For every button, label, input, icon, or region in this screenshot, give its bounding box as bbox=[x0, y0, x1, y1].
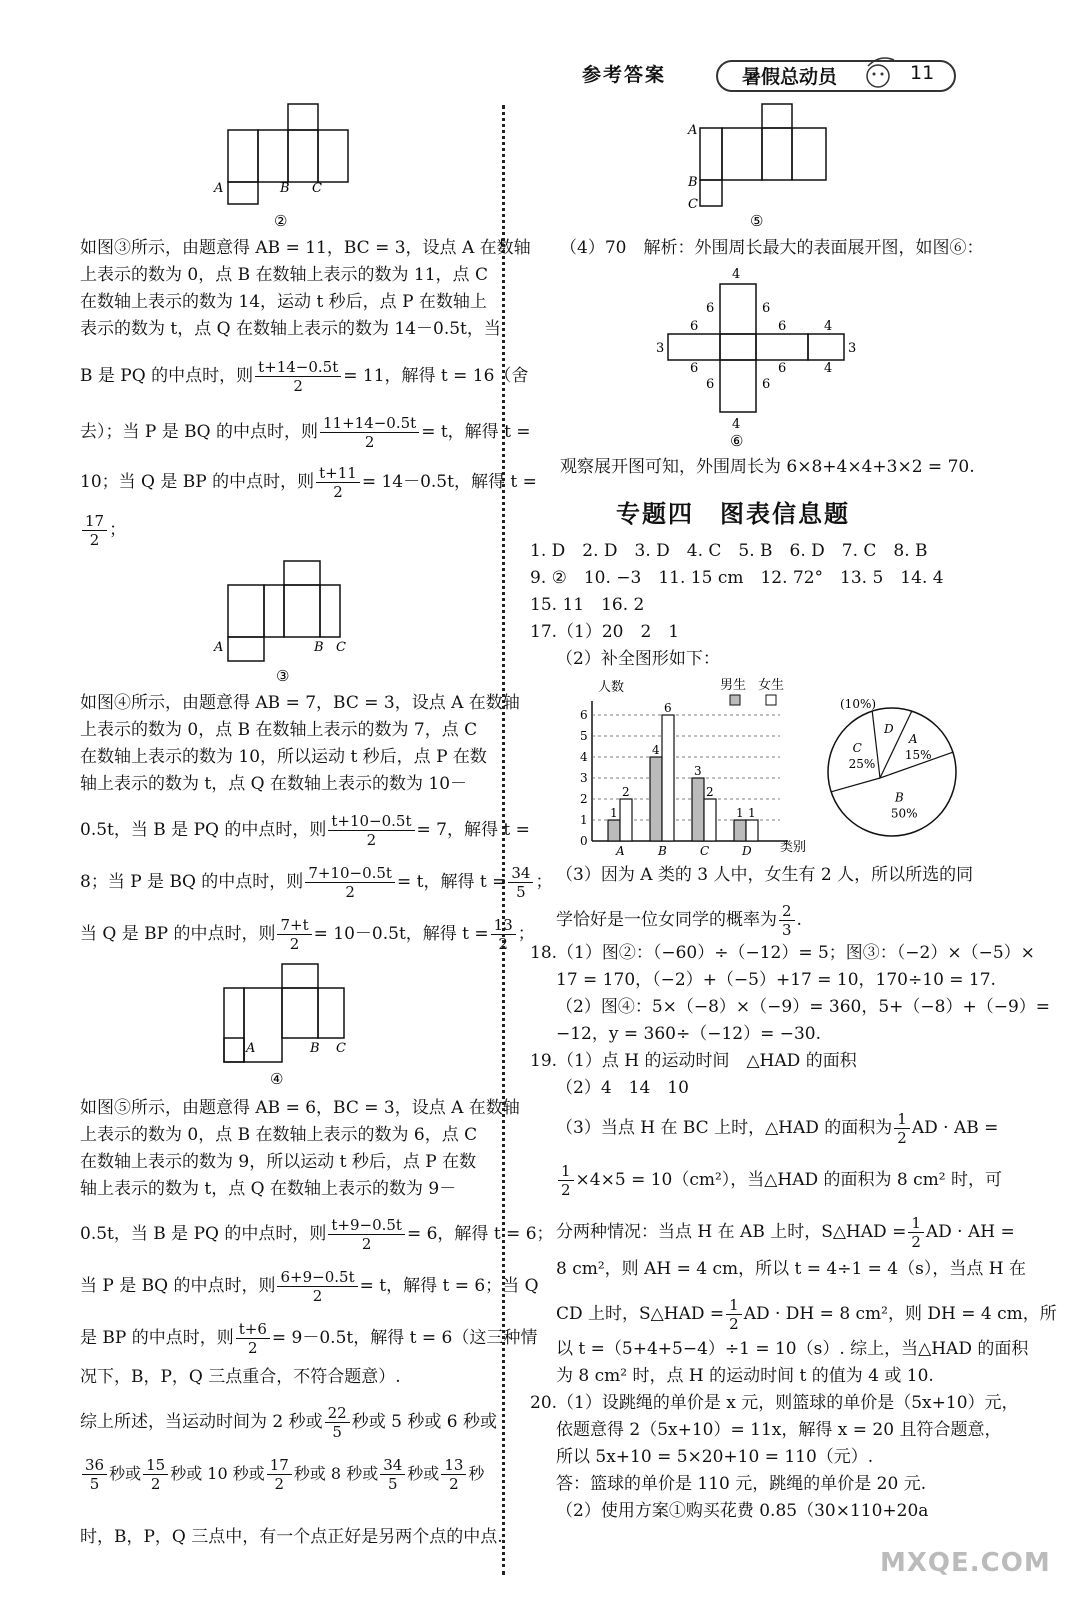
answers-line-1: 1. D 2. D 3. D 4. C 5. B 6. D 7. C 8. B bbox=[530, 541, 928, 561]
mascot-icon bbox=[858, 52, 902, 92]
pie-percent-A: 15% bbox=[904, 748, 932, 763]
bar-B-女生 bbox=[662, 715, 674, 841]
q20-line-2: 依题意得 2（5x+10）= 11x，解得 x = 20 且符合题意， bbox=[556, 1420, 1002, 1440]
q19-line-6: 8 cm²，则 AH = 4 cm，所以 t = 4÷1 = 4（s），当点 H 在 bbox=[556, 1259, 1026, 1279]
q19-line-3: （3）当点 H 在 BC 上时，△HAD 的面积为 $\frac{1}{2}$ AD · AB = bbox=[556, 1110, 999, 1147]
bar-value-label: 1 bbox=[610, 806, 618, 820]
svg-text:6: 6 bbox=[778, 361, 787, 376]
p3-line-4: 轴上表示的数为 t，点 Q 在数轴上表示的数为 9－ bbox=[80, 1179, 457, 1199]
summary-line-1: 综上所述，当运动时间为 2 秒或 $\frac{22}{5}$ 秒或 5 秒或 6 秒或 bbox=[80, 1404, 497, 1441]
bar-A-男生 bbox=[608, 820, 620, 841]
svg-text:C: C bbox=[336, 640, 346, 655]
svg-text:⑤: ⑤ bbox=[750, 212, 764, 230]
pie-percent-C: 25% bbox=[848, 757, 876, 772]
bar-D-女生 bbox=[746, 820, 758, 841]
q19-line-4: $\frac{1}{2}$ ×4×5 = 10（cm²），当△HAD 的面积为 8 cm² 时，可 bbox=[556, 1162, 1002, 1199]
bar-value-label: 2 bbox=[622, 785, 630, 799]
x-tick-label: D bbox=[742, 844, 752, 858]
p2-line-3: 在数轴上表示的数为 10，所以运动 t 秒后，点 P 在数 bbox=[80, 747, 487, 767]
bar-value-label: 6 bbox=[664, 701, 672, 715]
svg-text:4: 4 bbox=[824, 319, 833, 334]
pie-chart bbox=[812, 690, 972, 850]
p3-eq2: 当 P 是 BQ 的中点时，则 $\frac{6+9-0.5t}{2}$ = t，解得 t = 6；当 Q bbox=[80, 1268, 539, 1305]
legend-girls-swatch bbox=[766, 695, 776, 705]
p2-line-2: 上表示的数为 0，点 B 在数轴上表示的数为 7，点 C bbox=[80, 720, 478, 740]
svg-text:6: 6 bbox=[706, 301, 715, 316]
p3-eq1: 0.5t，当 B 是 PQ 的中点时，则 $\frac{t+9-0.5t}{2}$ = 6，解得 t = 6； bbox=[80, 1216, 554, 1253]
q18-line-3: （2）图④：5×（−8）×（−9）= 360，5+（−8）+（−9）= bbox=[556, 997, 1051, 1017]
legend-girls: 女生 bbox=[758, 678, 785, 693]
q20-line-4: 答：篮球的单价是 110 元，跳绳的单价是 20 元. bbox=[556, 1474, 927, 1494]
bar-chart bbox=[570, 675, 820, 860]
y-tick-label: 0 bbox=[580, 834, 588, 848]
q17-part1: 17.（1）20 2 1 bbox=[530, 622, 680, 642]
x-tick-label: C bbox=[700, 844, 710, 858]
svg-text:④: ④ bbox=[270, 1070, 284, 1088]
figure-5-net bbox=[680, 100, 840, 230]
fig2-label-a: A bbox=[214, 181, 224, 196]
q18-line-4: −12，y = 360÷（−12）= −30. bbox=[556, 1024, 822, 1044]
bar-value-label: 3 bbox=[694, 764, 702, 778]
q4-line: （4）70 解析：外围周长最大的表面展开图，如图⑥： bbox=[560, 238, 984, 258]
bar-C-男生 bbox=[692, 778, 704, 841]
q19-line-9: 为 8 cm² 时，点 H 的运动时间 t 的值为 4 或 10. bbox=[556, 1366, 934, 1386]
svg-text:4: 4 bbox=[824, 361, 833, 376]
svg-text:3: 3 bbox=[656, 341, 665, 356]
p3-line-1: 如图⑤所示，由题意得 AB = 6，BC = 3，设点 A 在数轴 bbox=[80, 1098, 520, 1118]
legend-boys: 男生 bbox=[720, 678, 747, 693]
svg-text:A: A bbox=[688, 123, 698, 138]
svg-text:4: 4 bbox=[732, 417, 741, 432]
pie-label-B: B bbox=[894, 790, 904, 805]
p1-line-2: 上表示的数为 0，点 B 在数轴上表示的数为 11，点 C bbox=[80, 265, 488, 285]
figure-6-net bbox=[640, 260, 880, 450]
q20-line-5: （2）使用方案①购买花费 0.85（30×110+20a bbox=[556, 1501, 929, 1521]
q19-line-7: CD 上时，S△HAD = $\frac{1}{2}$ AD · DH = 8 cm²，则 DH = 4 cm，所 bbox=[556, 1296, 1057, 1333]
p1-line-4: 表示的数为 t，点 Q 在数轴上表示的数为 14－0.5t，当 bbox=[80, 319, 501, 339]
fig2-caption: ② bbox=[274, 212, 288, 230]
p2-line-1: 如图④所示，由题意得 AB = 7，BC = 3，设点 A 在数轴 bbox=[80, 693, 520, 713]
p3-line-2: 上表示的数为 0，点 B 在数轴上表示的数为 6，点 C bbox=[80, 1125, 478, 1145]
p1-eq3: 10；当 Q 是 BP 的中点时，则 $\frac{t+11}{2}$ = 14－0.5t，解得 t = bbox=[80, 464, 537, 501]
q20-line-1: 20.（1）设跳绳的单价是 x 元，则篮球的单价是（5x+10）元， bbox=[530, 1393, 1019, 1413]
pie-percent-B: 50% bbox=[890, 806, 918, 821]
q19-line-5: 分两种情况：当点 H 在 AB 上时，S△HAD = $\frac{1}{2}$ AD · AH = bbox=[556, 1214, 1015, 1251]
q17-part2: （2）补全图形如下： bbox=[556, 649, 720, 669]
svg-text:6: 6 bbox=[706, 377, 715, 392]
q4-observation: 观察展开图可知，外围周长为 6×8+4×4+3×2 = 70. bbox=[560, 457, 975, 477]
svg-text:6: 6 bbox=[762, 301, 771, 316]
fig2-label-b: B bbox=[280, 181, 290, 196]
q19-line-8: 以 t =（5+4+5−4）÷1 = 10（s）. 综上，当△HAD 的面积 bbox=[556, 1339, 1029, 1359]
p1-eq4: $\frac{17}{2}$ ； bbox=[80, 512, 126, 549]
p2-eq1: 0.5t，当 B 是 PQ 的中点时，则 $\frac{t+10-0.5t}{2}$ = 7，解得 t = bbox=[80, 812, 530, 849]
p1-eq2: 去）；当 P 是 BQ 的中点时，则 $\frac{11+14-0.5t}{2}$ = t，解得 t = bbox=[80, 414, 531, 451]
legend-boys-swatch bbox=[730, 695, 740, 705]
summary-line-3: 时，B，P，Q 三点中，有一个点正好是另两个点的中点. bbox=[80, 1527, 503, 1547]
x-tick-label: B bbox=[658, 844, 667, 858]
answers-line-2: 9. ② 10. −3 11. 15 cm 12. 72° 13. 5 14. 4 bbox=[530, 568, 944, 588]
svg-text:6: 6 bbox=[762, 377, 771, 392]
q19-line-1: 19.（1）点 H 的运动时间 △HAD 的面积 bbox=[530, 1051, 857, 1071]
bar-A-女生 bbox=[620, 799, 632, 841]
chart-ylabel: 人数 bbox=[598, 680, 625, 695]
p2-eq3: 当 Q 是 BP 的中点时，则 $\frac{7+t}{2}$ = 10－0.5t，解得 t = $\frac{13}{2}$ ； bbox=[80, 916, 535, 953]
section-title: 专题四 图表信息题 bbox=[616, 500, 850, 528]
q17-part3-a: （3）因为 A 类的 3 人中，女生有 2 人，所以所选的同 bbox=[556, 865, 974, 885]
p1-eq1: B 是 PQ 的中点时，则 $\frac{t+14-0.5t}{2}$ = 11，解得 t = 16（舍 bbox=[80, 358, 529, 395]
p3-line-5: 况下，B，P，Q 三点重合，不符合题意）. bbox=[80, 1367, 401, 1387]
y-tick-label: 6 bbox=[580, 708, 588, 722]
pie-label-A: A bbox=[908, 732, 918, 747]
svg-text:3: 3 bbox=[848, 341, 857, 356]
svg-text:B: B bbox=[688, 175, 698, 190]
header-book: 暑假总动员 bbox=[742, 66, 838, 88]
svg-text:B: B bbox=[314, 640, 324, 655]
bar-value-label: 2 bbox=[706, 785, 714, 799]
q20-line-3: 所以 5x+10 = 5×20+10 = 110（元）. bbox=[556, 1447, 874, 1467]
p3-eq3: 是 BP 的中点时，则 $\frac{t+6}{2}$ = 9－0.5t，解得 t = 6（这三种情 bbox=[80, 1320, 538, 1357]
y-tick-label: 1 bbox=[580, 813, 588, 827]
bar-value-label: 1 bbox=[736, 806, 744, 820]
bar-value-label: 4 bbox=[652, 743, 660, 757]
chart-xlabel: 类别 bbox=[780, 840, 807, 855]
bar-value-label: 1 bbox=[748, 806, 756, 820]
p2-eq2: 8；当 P 是 BQ 的中点时，则 $\frac{7+10-0.5t}{2}$ = t，解得 t = $\frac{34}{5}$ ； bbox=[80, 864, 553, 901]
svg-text:③: ③ bbox=[276, 667, 290, 685]
svg-text:B: B bbox=[310, 1041, 320, 1056]
svg-text:C: C bbox=[336, 1041, 346, 1056]
figure-2-net bbox=[210, 100, 370, 230]
svg-text:6: 6 bbox=[778, 319, 787, 334]
page-number: 11 bbox=[910, 62, 935, 84]
pie-label-C: C bbox=[852, 741, 862, 756]
svg-text:A: A bbox=[246, 1041, 256, 1056]
p1-line-3: 在数轴上表示的数为 14，运动 t 秒后，点 P 在数轴上 bbox=[80, 292, 487, 312]
bar-B-男生 bbox=[650, 757, 662, 841]
svg-text:6: 6 bbox=[690, 361, 699, 376]
y-tick-label: 2 bbox=[580, 792, 588, 806]
svg-text:C: C bbox=[688, 197, 698, 212]
p2-line-4: 轴上表示的数为 t，点 Q 在数轴上表示的数为 10－ bbox=[80, 774, 468, 794]
p1-line-1: 如图③所示，由题意得 AB = 11，BC = 3，设点 A 在数轴 bbox=[80, 238, 531, 258]
svg-text:4: 4 bbox=[732, 267, 741, 282]
figure-4-net bbox=[210, 960, 370, 1090]
svg-text:A: A bbox=[214, 640, 224, 655]
watermark: MXQE.COM bbox=[880, 1548, 1051, 1578]
header-section: 参考答案 bbox=[582, 64, 667, 86]
y-tick-label: 5 bbox=[580, 729, 588, 743]
pie-percent-D: (10%) bbox=[840, 697, 877, 711]
bar-C-女生 bbox=[704, 799, 716, 841]
q18-line-2: 17 = 170，（−2）+（−5）+17 = 10，170÷10 = 17. bbox=[556, 970, 996, 990]
svg-text:6: 6 bbox=[690, 319, 699, 334]
y-tick-label: 4 bbox=[580, 750, 588, 764]
bar-D-男生 bbox=[734, 820, 746, 841]
q18-line-1: 18.（1）图②：（−60）÷（−12）= 5；图③：（−2）×（−5）× bbox=[530, 943, 1035, 963]
svg-text:⑥: ⑥ bbox=[730, 432, 744, 450]
q17-part3-b: 学恰好是一位女同学的概率为 $\frac{2}{3}$ . bbox=[556, 902, 802, 939]
x-tick-label: A bbox=[616, 844, 625, 858]
q19-line-2: （2）4 14 10 bbox=[556, 1078, 689, 1098]
y-tick-label: 3 bbox=[580, 771, 588, 785]
figure-3-net bbox=[210, 555, 370, 685]
fig2-label-c: C bbox=[312, 181, 322, 196]
summary-line-2: $\frac{36}{5}$ 秒或 $\frac{15}{2}$ 秒或 10 秒或 $\frac{17}{2}$ 秒或 8 秒或 $\frac{34}{5}$ 秒或 $\frac{13}{2}$ 秒 bbox=[80, 1456, 484, 1493]
pie-label-D: D bbox=[884, 721, 894, 736]
p3-line-3: 在数轴上表示的数为 9，所以运动 t 秒后，点 P 在数 bbox=[80, 1152, 477, 1172]
answers-line-3: 15. 11 16. 2 bbox=[530, 595, 645, 615]
